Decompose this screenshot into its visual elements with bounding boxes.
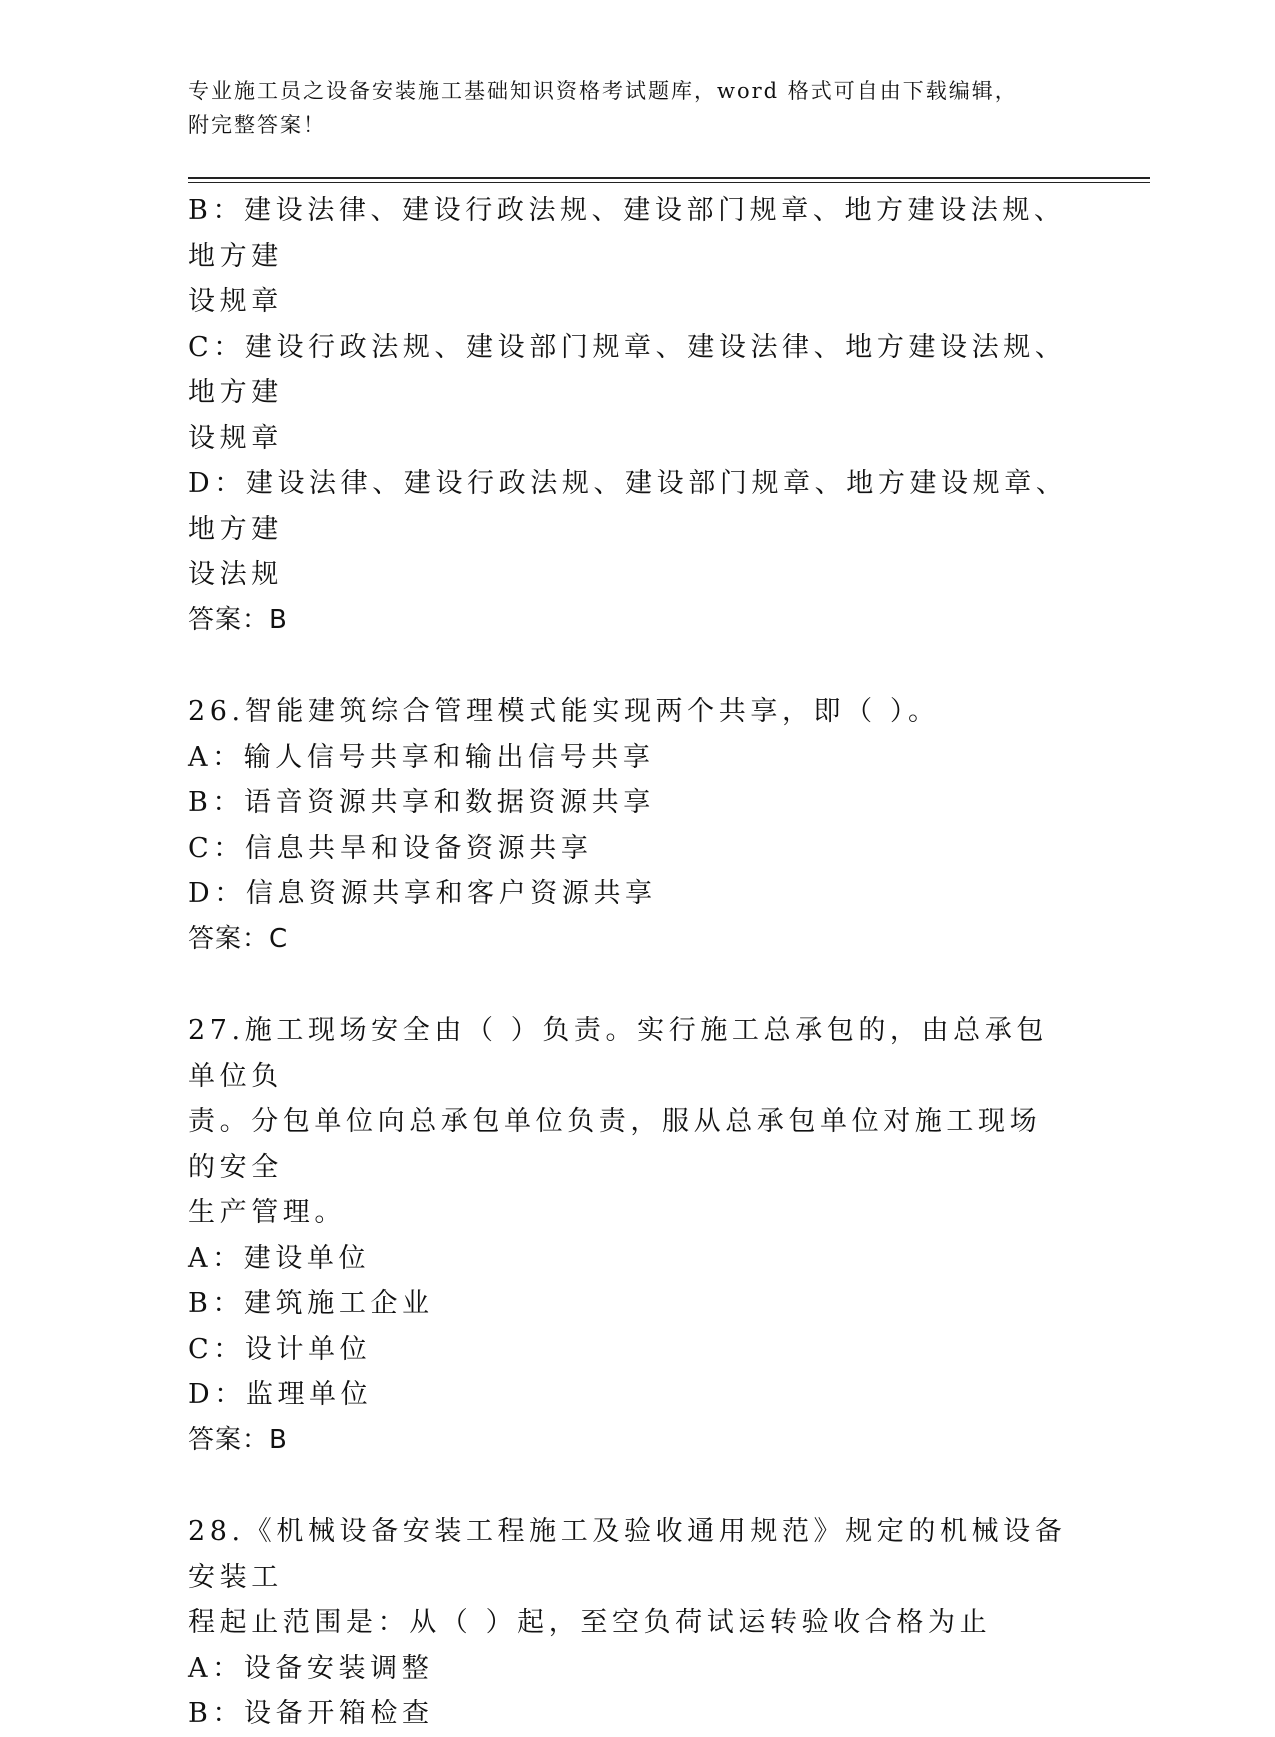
- header-line-1: 专业施工员之设备安装施工基础知识资格考试题库，word 格式可自由下载编辑，: [188, 79, 1018, 103]
- option-b: B：设备开箱检查: [188, 1698, 434, 1729]
- question-spacer: [188, 962, 1068, 1008]
- option-c: C：信息共旱和设备资源共享: [188, 832, 593, 864]
- question-content: [188, 188, 1068, 1737]
- answer-label: 答案：B: [188, 604, 288, 635]
- option-d: D：监理单位: [188, 1379, 373, 1410]
- option-b-line-1: B：建设法律、建设行政法规、建设部门规章、地方建设法规、地方建: [188, 195, 1066, 272]
- answer-label: 答案：B: [188, 1424, 288, 1455]
- question-28: [188, 1509, 1068, 1737]
- option-b-line-2: 设规章: [188, 286, 283, 317]
- question-spacer: [188, 643, 1068, 689]
- question-stem-line-2: 责。分包单位向总承包单位负责，服从总承包单位对施工现场的安全: [188, 1106, 1042, 1183]
- header-divider-thick: [188, 177, 1150, 179]
- option-c-line-1: C：建设行政法规、建设部门规章、建设法律、地方建设法规、地方建: [188, 331, 1067, 408]
- question-stem-line-1: 27.施工现场安全由（ ）负责。实行施工总承包的，由总承包单位负: [188, 1015, 1048, 1092]
- option-a: A：输人信号共享和输出信号共享: [188, 741, 655, 773]
- option-a: A：设备安装调整: [188, 1652, 434, 1684]
- header-line-2: 附完整答案！: [188, 113, 326, 137]
- option-a: A：建设单位: [188, 1242, 371, 1274]
- question-26: [188, 689, 1068, 962]
- option-d-line-1: D：建设法律、建设行政法规、建设部门规章、地方建设规章、地方建: [188, 468, 1068, 545]
- option-c: C：设计单位: [188, 1333, 372, 1365]
- header-divider-thin: [188, 182, 1150, 183]
- answer-label: 答案：C: [188, 923, 289, 954]
- option-d: D：信息资源共享和客户资源共享: [188, 878, 657, 909]
- question-27: [188, 1008, 1068, 1463]
- question-stem: 26.智能建筑综合管理模式能实现两个共享，即（ ）。: [188, 696, 940, 727]
- option-c-line-2: 设规章: [188, 422, 283, 454]
- question-stem-line-1: 28.《机械设备安装工程施工及验收通用规范》规定的机械设备安装工: [188, 1516, 1067, 1593]
- question-stem-line-2: 程起止范围是：从（ ）起，至空负荷试运转验收合格为止: [188, 1607, 992, 1638]
- option-d-line-2: 设法规: [188, 559, 283, 590]
- question-stem-line-3: 生产管理。: [188, 1197, 346, 1228]
- document-header: [188, 74, 1068, 142]
- option-b: B：语音资源共享和数据资源共享: [188, 787, 655, 818]
- previous-question-options: [188, 188, 1068, 643]
- option-b: B：建筑施工企业: [188, 1288, 434, 1319]
- question-spacer: [188, 1463, 1068, 1509]
